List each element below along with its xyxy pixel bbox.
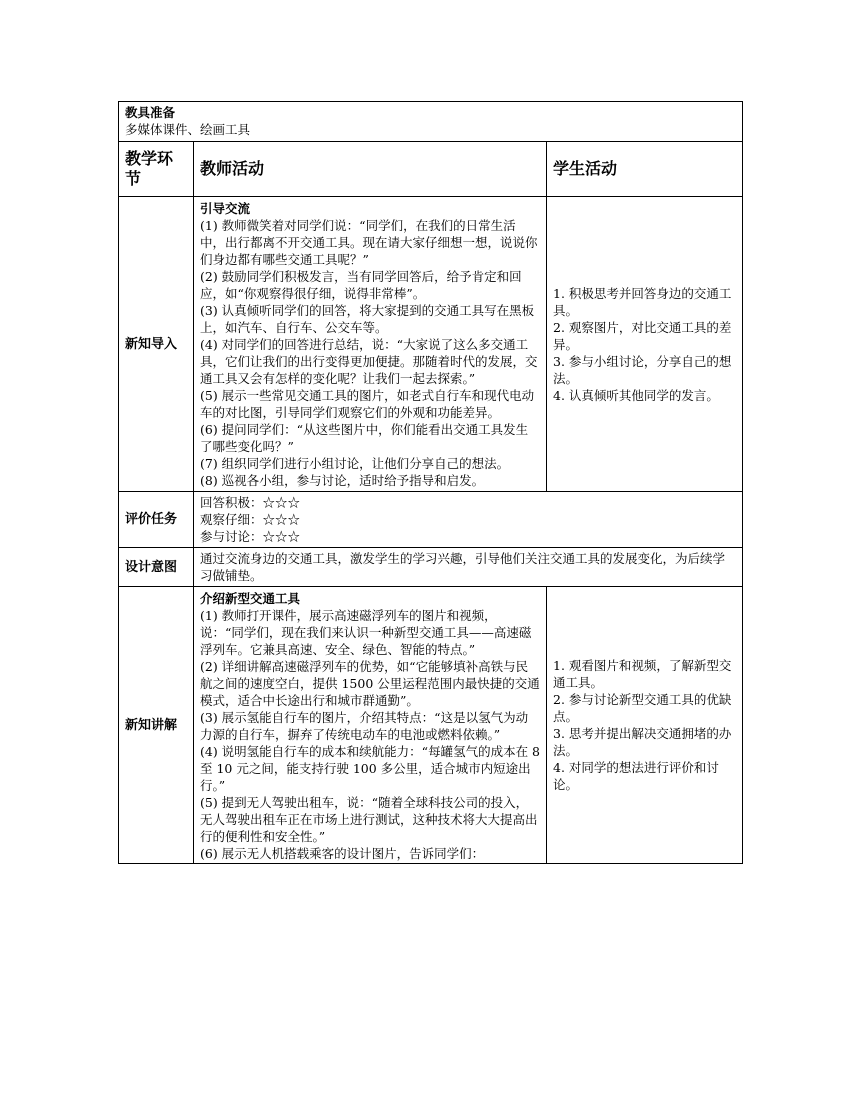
section1-student-item: 3. 参与小组讨论，分享自己的想法。 xyxy=(553,353,732,386)
section2-student-item: 2. 参与讨论新型交通工具的优缺点。 xyxy=(553,692,732,724)
header-col-stage: 教学环节 xyxy=(119,142,194,197)
section1-teacher-item: (2) 鼓励同学们积极发言，当有同学回答后，给予肯定和回应，如“你观察得很仔细，说得非常棒”。 xyxy=(200,269,522,301)
section1-student-cell xyxy=(547,197,743,492)
evaluation-row xyxy=(119,492,743,548)
section1-student-item: 1. 积极思考并回答身边的交通工具。 xyxy=(553,285,732,318)
section2-student-item: 4. 对同学的想法进行评价和讨论。 xyxy=(553,760,719,792)
prep-title: 教具准备 xyxy=(125,105,176,120)
section2-teacher-item: (5) 提到无人驾驶出租车，说：“随着全球科技公司的投入，无人驾驶出租车正在市场上进行测试，这种技术将大大提高出行的便利性和安全性。” xyxy=(200,795,538,844)
design-row xyxy=(119,548,743,587)
evaluation-item: 参与讨论：☆☆☆ xyxy=(200,529,301,544)
section2-student-item: 1. 观看图片和视频，了解新型交通工具。 xyxy=(553,658,732,690)
design-label: 设计意图 xyxy=(119,548,194,587)
evaluation-item: 回答积极：☆☆☆ xyxy=(200,495,301,510)
prep-items: 多媒体课件、绘画工具 xyxy=(125,122,251,137)
section1-teacher-item: (6) 提问同学们：“从这些图片中，你们能看出交通工具发生了哪些变化吗？” xyxy=(200,422,529,454)
section2-title: 介绍新型交通工具 xyxy=(200,591,301,606)
section1-teacher-item: (8) 巡视各小组，参与讨论，适时给予指导和启发。 xyxy=(200,473,485,488)
evaluation-item: 观察仔细：☆☆☆ xyxy=(200,512,301,527)
section1-teacher-item: (7) 组织同学们进行小组讨论，让他们分享自己的想法。 xyxy=(200,456,510,471)
section1-student-item: 2. 观察图片，对比交通工具的差异。 xyxy=(553,319,732,352)
section2-label: 新知讲解 xyxy=(119,587,194,864)
section2-teacher-item: (6) 展示无人机搭载乘客的设计图片，告诉同学们： xyxy=(200,846,485,861)
header-row xyxy=(119,142,743,197)
section1-teacher-item: (4) 对同学们的回答进行总结，说：“大家说了这么多交通工具，它们让我们的出行变得更加便捷。那随着时代的发展，交通工具又会有怎样的变化呢？让我们一起去探索。” xyxy=(200,337,538,386)
lesson-plan-sheet xyxy=(118,101,742,864)
evaluation-label: 评价任务 xyxy=(119,492,194,548)
section2-row xyxy=(119,587,743,864)
header-col-student: 学生活动 xyxy=(547,142,743,197)
design-text: 通过交流身边的交通工具，激发学生的学习兴趣，引导他们关注交通工具的发展变化，为后续学习做铺垫。 xyxy=(194,548,743,587)
section2-teacher-item: (2) 详细讲解高速磁浮列车的优势，如“它能够填补高铁与民航之间的速度空白，提供 1500 公里运程范围内最快捷的交通模式，适合中长途出行和城市群通勤”。 xyxy=(200,659,540,708)
section2-teacher-item: (1) 教师打开课件，展示高速磁浮列车的图片和视频，说：“同学们，现在我们来认识一种新型交通工具——高速磁浮列车。它兼具高速、安全、绿色、智能的特点。” xyxy=(200,608,532,657)
section1-teacher-item: (5) 展示一些常见交通工具的图片，如老式自行车和现代电动车的对比图，引导同学们观察它们的外观和功能差异。 xyxy=(200,388,535,420)
header-col-teacher: 教师活动 xyxy=(194,142,547,197)
lesson-plan-table xyxy=(118,101,743,864)
prep-row xyxy=(119,102,743,142)
evaluation-cell xyxy=(194,492,743,548)
section1-title: 引导交流 xyxy=(200,201,251,216)
section1-teacher-cell xyxy=(194,197,547,492)
section1-student-item: 4. 认真倾听其他同学的发言。 xyxy=(553,387,719,403)
section2-teacher-cell xyxy=(194,587,547,864)
section1-row xyxy=(119,197,743,492)
prep-cell xyxy=(119,102,743,142)
section2-teacher-item: (3) 展示氢能自行车的图片，介绍其特点：“这是以氢气为动力源的自行车，摒弃了传统电动车的电池或燃料依赖。” xyxy=(200,710,529,742)
section1-label: 新知导入 xyxy=(119,197,194,492)
section1-teacher-item: (1) 教师微笑着对同学们说：“同学们，在我们的日常生活中，出行都离不开交通工具。现在请大家仔细想一想，说说你们身边都有哪些交通工具呢？” xyxy=(200,218,538,267)
section2-student-item: 3. 思考并提出解决交通拥堵的办法。 xyxy=(553,726,732,758)
section1-teacher-item: (3) 认真倾听同学们的回答，将大家提到的交通工具写在黑板上，如汽车、自行车、公交车等。 xyxy=(200,303,535,335)
section2-teacher-item: (4) 说明氢能自行车的成本和续航能力：“每罐氢气的成本在 8 至 10 元之间，能支持行驶 100 多公里，适合城市内短途出行。” xyxy=(200,744,540,793)
section2-student-cell xyxy=(547,587,743,864)
